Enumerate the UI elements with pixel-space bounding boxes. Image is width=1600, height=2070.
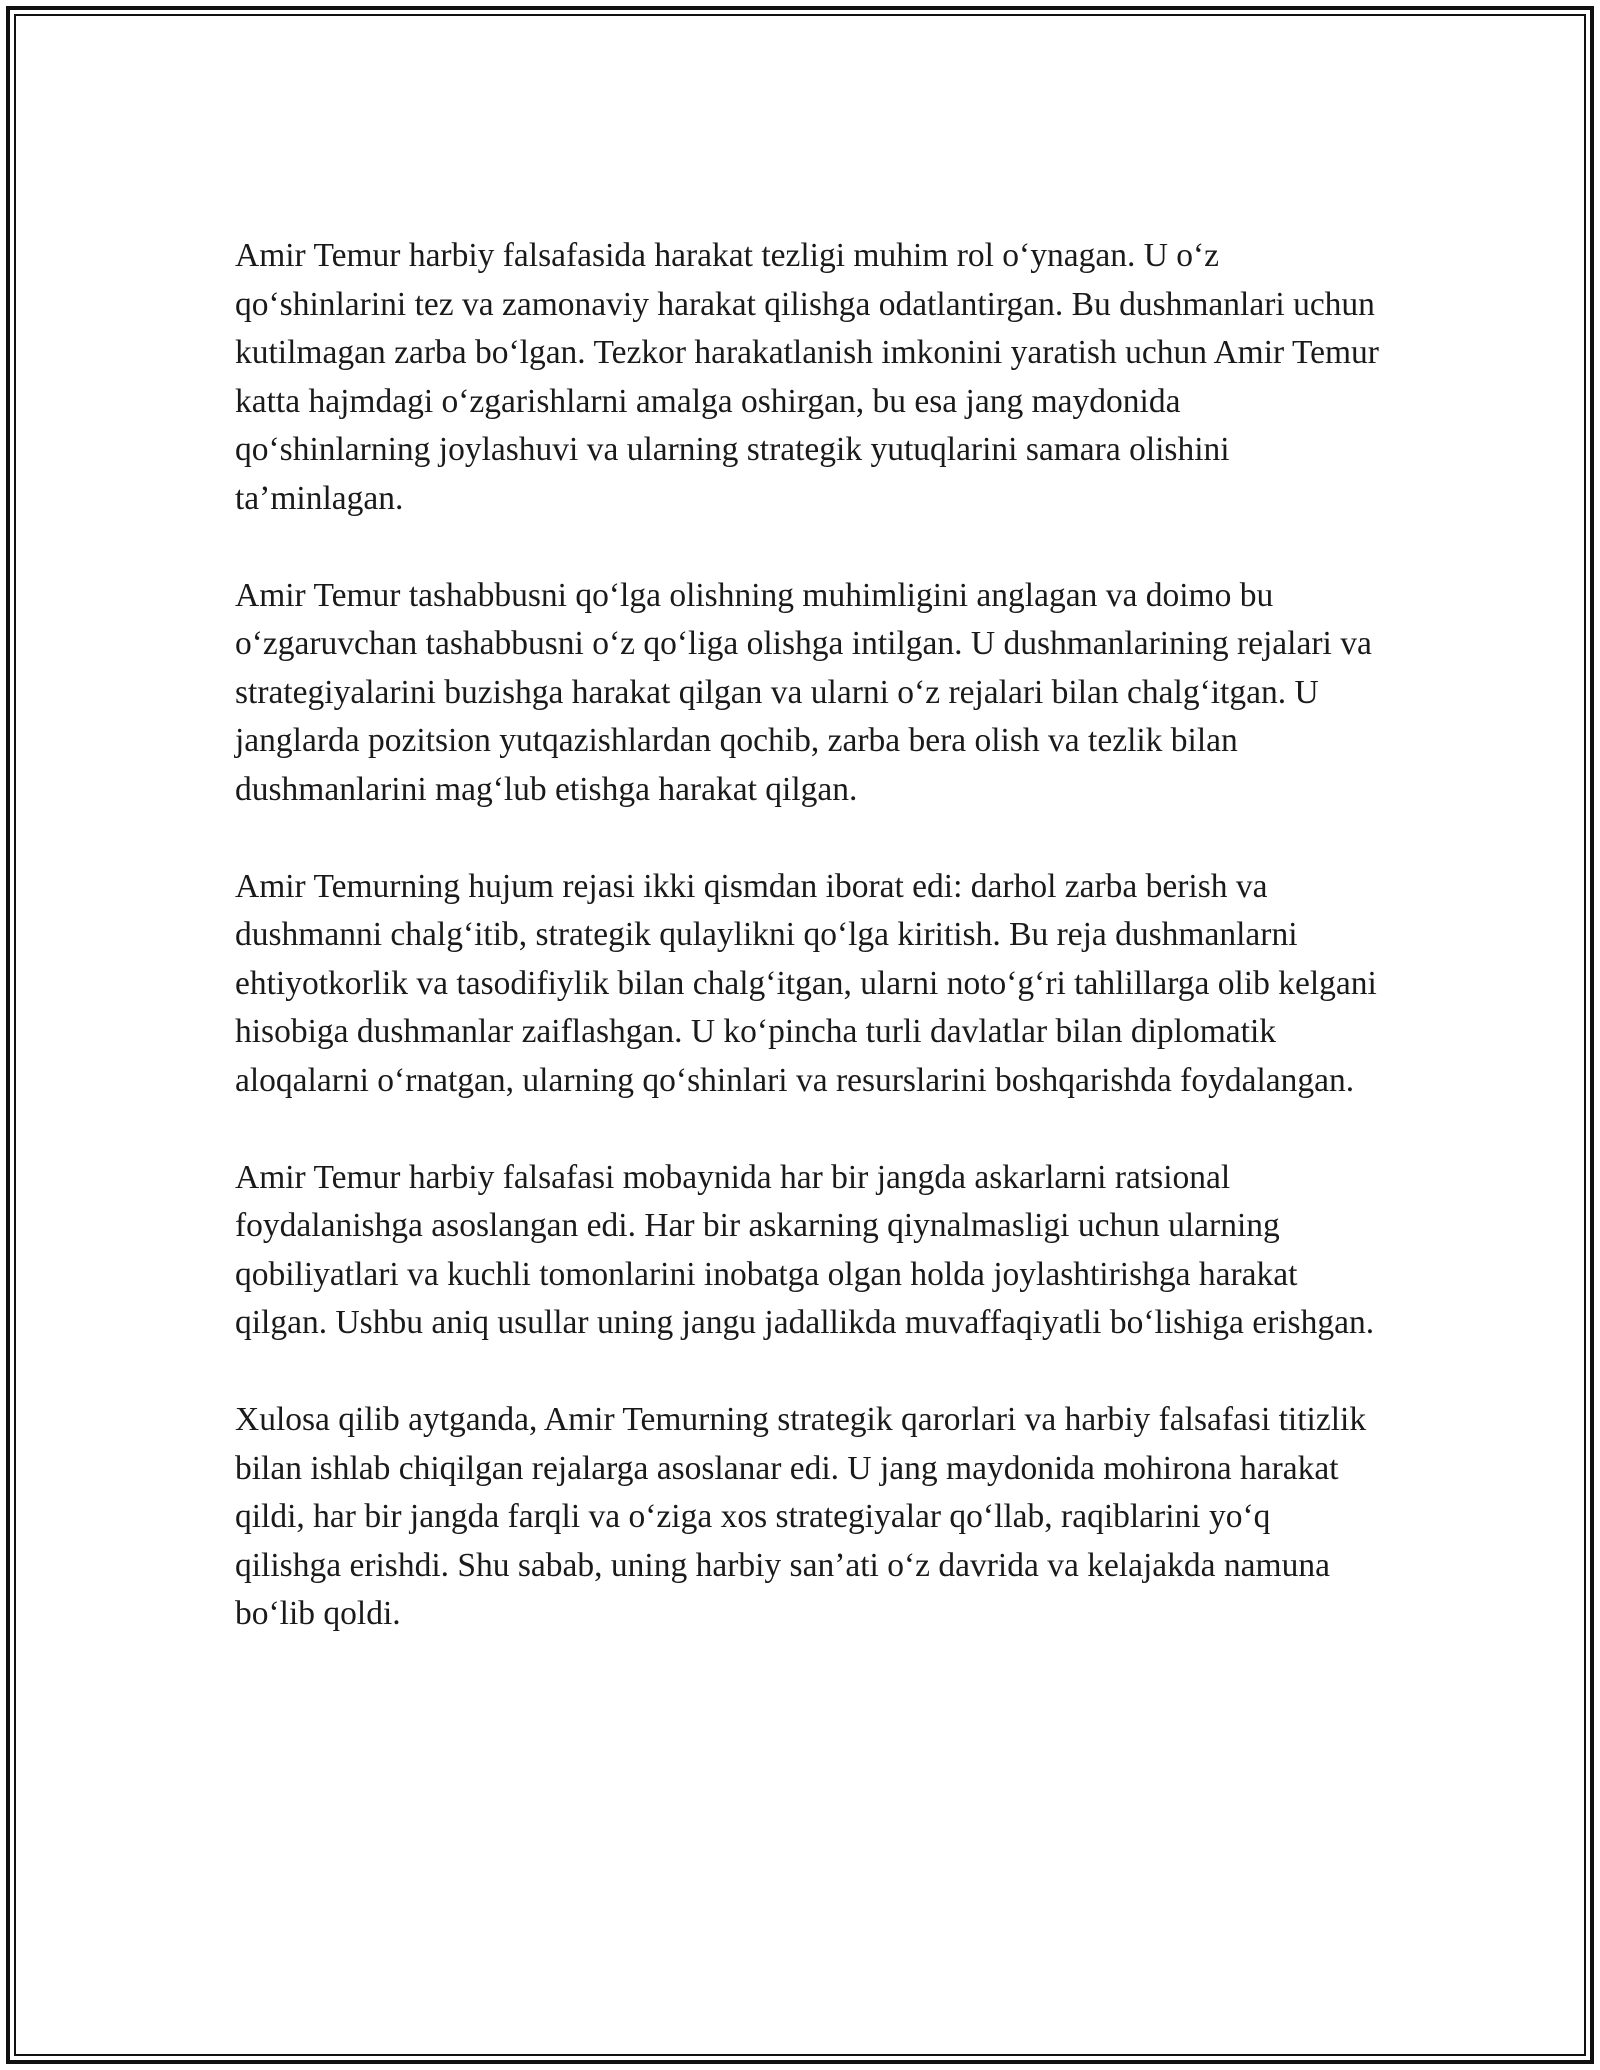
paragraph: Amir Temur harbiy falsafasida harakat tezligi muhim rol oʻynagan. U oʻz qoʻshinlarini tez va zamonaviy harakat qilishga odatlantirgan. Bu dushmanlari uchun kutilmagan zarba boʻlgan. Tezkor harakatlanish imkonini yaratish uchun Amir Temur katta hajmdagi oʻzgarishlarni amalga oshirgan, bu esa jang maydonida qoʻshinlarning joylashuvi va ularning strategik yutuqlarini samara olishini taʼminlagan. xyxy=(235,237,1379,517)
paragraph: Amir Temur harbiy falsafasi mobaynida har bir jangda askarlarni ratsional foydalanishga asoslangan edi. Har bir askarning qiynalmasligi uchun ularning qobiliyatlari va kuchli tomonlarini inobatga olgan holda joylashtirishga harakat qilgan. Ushbu aniq usullar uning jangu jadallikda muvaffaqiyatli boʻlishiga erishgan. xyxy=(235,1158,1375,1341)
document-body xyxy=(235,232,1380,1639)
paragraph: Amir Temur tashabbusni qoʻlga olishning muhimligini anglagan va doimo bu oʻzgaruvchan tashabbusni oʻz qoʻliga olishga intilgan. U dushmanlarining rejalari va strategiyalarini buzishga harakat qilgan va ularni oʻz rejalari bilan chalgʻitgan. U janglarda pozitsion yutqazishlardan qochib, zarba bera olish va tezlik bilan dushmanlarini magʻlub etishga harakat qilgan. xyxy=(235,576,1372,808)
paragraph: Xulosa qilib aytganda, Amir Temurning strategik qarorlari va harbiy falsafasi titizlik bilan ishlab chiqilgan rejalarga asoslanar edi. U jang maydonida mohirona harakat qildi, har bir jangda farqli va oʻziga xos strategiyalar qoʻllab, raqiblarini yoʻq qilishga erishdi. Shu sabab, uning harbiy sanʼati oʻz davrida va kelajakda namuna boʻlib qoldi. xyxy=(235,1401,1367,1632)
paragraph: Amir Temurning hujum rejasi ikki qismdan iborat edi: darhol zarba berish va dushmanni chalgʻitib, strategik qulaylikni qoʻlga kiritish. Bu reja dushmanlarni ehtiyotkorlik va tasodifiylik bilan chalgʻitgan, ularni notoʻgʻri tahlillarga olib kelgani hisobiga dushmanlar zaiflashgan. U koʻpincha turli davlatlar bilan diplomatik aloqalarni oʻrnatgan, ularning qoʻshinlari va resurslarini boshqarishda foydalangan. xyxy=(235,867,1377,1099)
